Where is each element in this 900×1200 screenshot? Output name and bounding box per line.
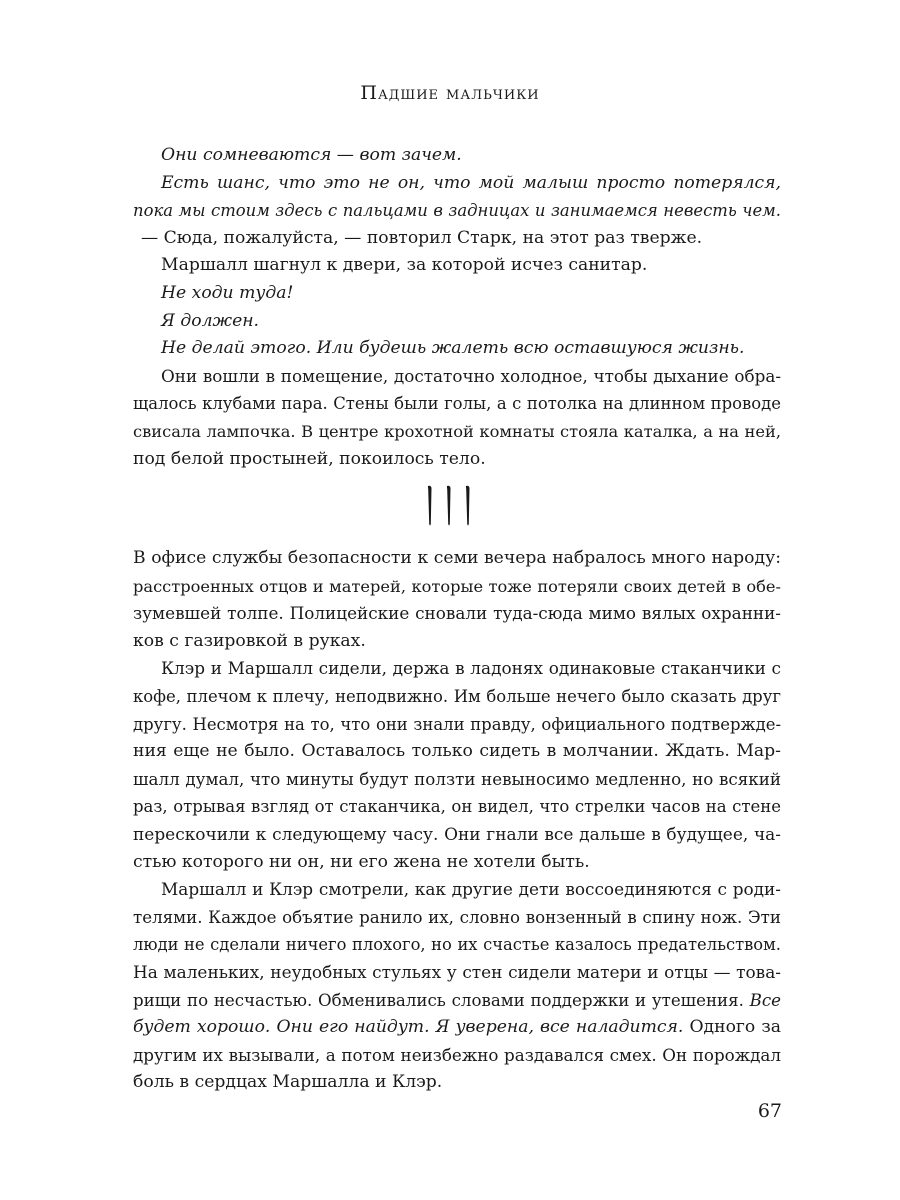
text-line: люди не сделали ничего плохого, но их счастье казалось предательством. [133, 935, 781, 955]
text-line: перескочили к следующему часу. Они гнали все дальше в будущее, ча- [133, 823, 781, 844]
text-line: зумевшей толпе. Полицейские сновали туда-сюда мимо вялых охранни- [133, 603, 781, 624]
text-line: щалось клубами пара. Стены были голы, а с потолка на длинном проводе [133, 394, 781, 414]
three-vertical-strokes-icon [420, 484, 480, 528]
text-line: расстроенных отцов и матерей, которые тоже потеряли своих детей в обе- [133, 576, 781, 596]
text-line: В офисе службы безопасности к семи вечера набралось много народу: [133, 548, 781, 568]
text-line: кофе, плечом к плечу, неподвижно. Им больше нечего было сказать друг [133, 686, 781, 706]
text-line: — Сюда, пожалуйста, — повторил Старк, на этот раз тверже. [141, 227, 703, 248]
text-line: Они сомневаются — вот зачем. [161, 145, 462, 165]
text-line: ков с газировкой в руках. [133, 630, 366, 651]
section-2 [133, 545, 781, 1097]
text-line: будет хорошо. Они его найдут. Я уверена, все наладится. Одного за [133, 1017, 781, 1038]
running-head: Падшие мальчики [360, 82, 540, 104]
text-line: Маршалл и Клэр смотрели, как другие дети воссоединяются с роди- [161, 879, 781, 900]
text-line: другу. Несмотря на то, что они знали правду, официального подтвержде- [133, 714, 781, 734]
text-line: шалл думал, что минуты будут ползти невыносимо медленно, но всякий [133, 768, 781, 789]
text-line: телями. Каждое объятие ранило их, словно вонзенный в спину нож. Эти [133, 907, 781, 927]
text-line: раз, отрывая взгляд от стаканчика, он видел, что стрелки часов на стене [133, 797, 781, 817]
section-break [0, 484, 900, 528]
text-line: ния еще не было. Оставалось только сидеть в молчании. Ждать. Мар- [133, 741, 781, 762]
text-line: На маленьких, неудобных стульях у стен сидели матери и отцы — това- [133, 961, 781, 982]
text-line: Не ходи туда! [161, 282, 294, 303]
section-1 [133, 142, 781, 473]
text-line: стью которого ни он, ни его жена не хотели быть. [133, 851, 590, 872]
text-line: Клэр и Маршалл сидели, держа в ладонях одинаковые стаканчики с [161, 658, 781, 679]
text-line: рищи по несчастью. Обменивались словами поддержки и утешения. Все [133, 990, 781, 1010]
text-line: Не делай этого. Или будешь жалеть всю оставшуюся жизнь. [161, 338, 745, 359]
text-line: Есть шанс, что это не он, что мой малыш просто потерялся, [161, 172, 781, 193]
text-line: Они вошли в помещение, достаточно холодное, чтобы дыхание обра- [161, 365, 781, 386]
page-number: 67 [757, 1100, 782, 1122]
text-line: под белой простыней, покоилось тело. [133, 448, 486, 469]
text-line: боль в сердцах Маршалла и Клэр. [133, 1072, 443, 1093]
text-line: Я должен. [161, 310, 260, 331]
text-line: свисала лампочка. В центре крохотной комнаты стояла каталка, а на ней, [133, 421, 781, 441]
text-line: пока мы стоим здесь с пальцами в задницах и занимаемся невесть чем. [133, 201, 781, 221]
text-line: другим их вызывали, а потом неизбежно раздавался смех. Он порождал [133, 1044, 781, 1065]
text-line: Маршалл шагнул к двери, за которой исчез санитар. [161, 255, 648, 276]
